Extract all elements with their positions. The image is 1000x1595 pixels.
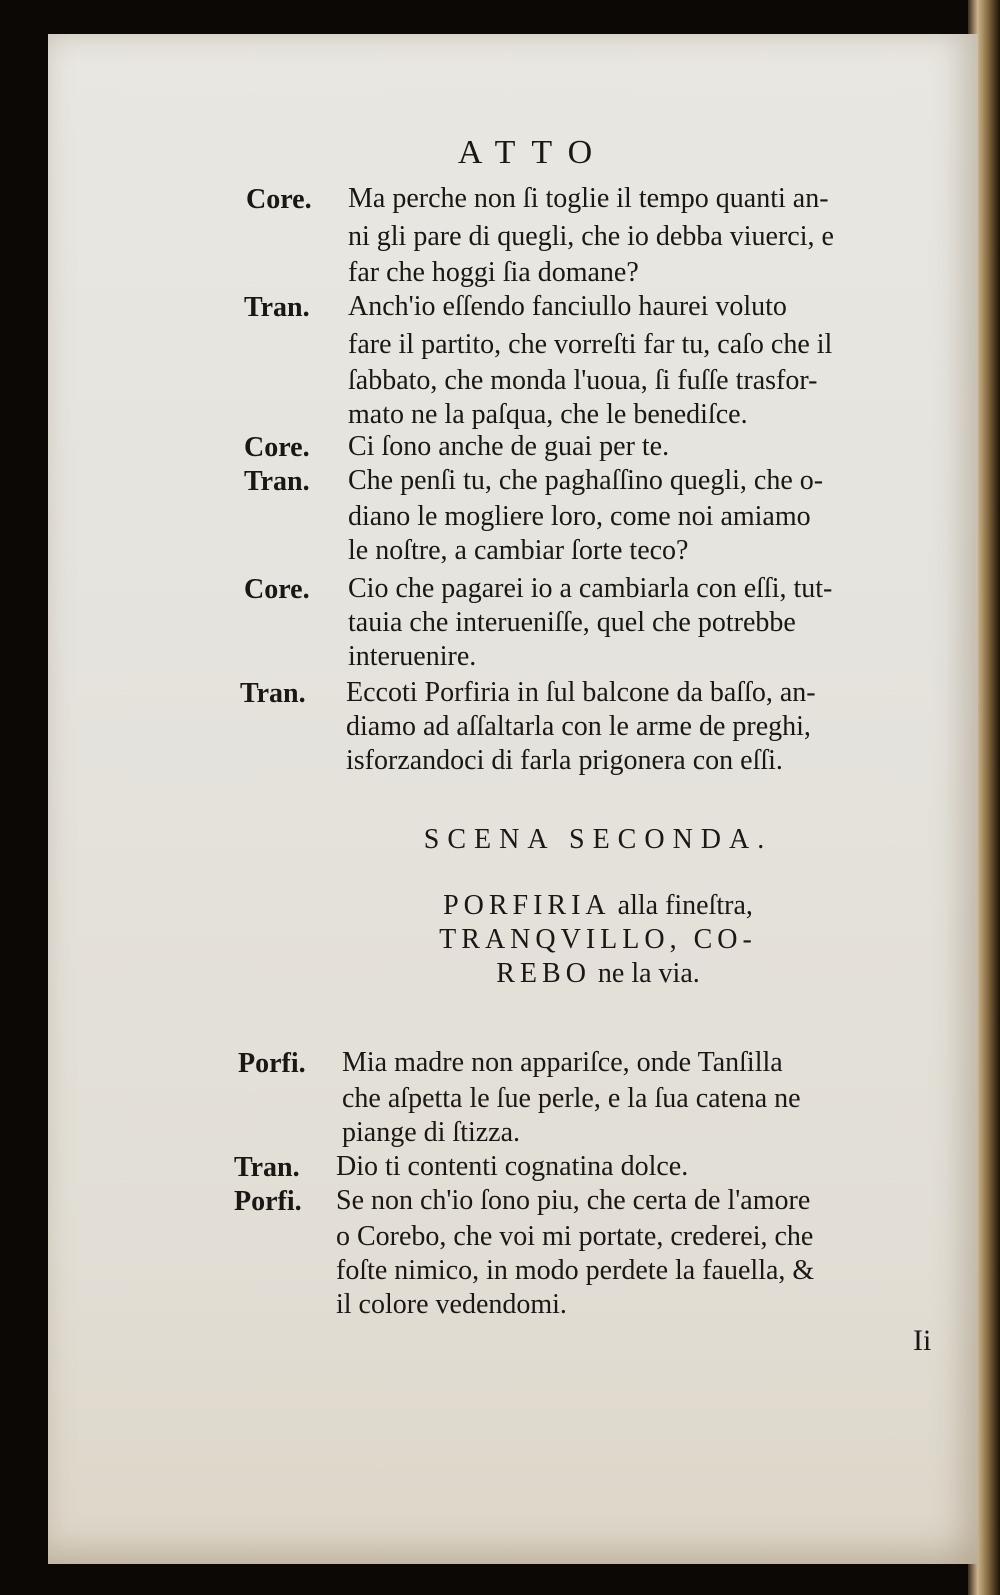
character-line (48, 958, 978, 990)
text-line: Che penſi tu, che paghaſſino quegli, che o- (348, 465, 824, 496)
text-line: foſte nimico, in modo perdete la fauella, & (336, 1255, 815, 1286)
text-line: ni gli pare di quegli, che io debba viuerci, e (348, 221, 834, 252)
speaker-label: Porfi. (234, 1186, 302, 1217)
text-line: Anch'io eſſendo fanciullo haurei voluto (348, 291, 787, 322)
text-line: piange di ſtizza. (342, 1117, 521, 1148)
text-line: Ci ſono anche de guai per te. (348, 431, 670, 462)
character-name: REBO (496, 958, 591, 989)
speaker-label: Core. (244, 574, 310, 605)
book-page (48, 34, 978, 1564)
character-name: PORFIRIA (443, 890, 611, 921)
running-header: ATTO (457, 134, 609, 171)
text-line: fare il partito, che vorreſti far tu, caſo che il (348, 329, 833, 360)
speaker-label: Tran. (234, 1152, 300, 1183)
text-line: Eccoti Porfiria in ſul balcone da baſſo, an- (346, 677, 816, 708)
speaker-label: Core. (244, 432, 310, 463)
speaker-label: Tran. (244, 292, 310, 323)
text-line: mato ne la paſqua, che le benediſce. (348, 399, 748, 430)
text-line: isforzandoci di farla prigonera con eſſi. (346, 745, 783, 776)
character-note: alla fineſtra, (617, 890, 753, 921)
text-line: Se non ch'io ſono piu, che certa de l'amore (336, 1185, 811, 1216)
character-name: TRANQVILLO, CO- (439, 924, 757, 955)
text-line: le noſtre, a cambiar ſorte teco? (348, 535, 689, 566)
speaker-label: Tran. (244, 466, 310, 497)
speaker-label: Core. (246, 184, 312, 215)
character-note: ne la via. (597, 958, 700, 989)
text-line: che aſpetta le ſue perle, e la ſua catena ne (342, 1083, 801, 1114)
speaker-label: Tran. (240, 678, 306, 709)
text-line: interuenire. (348, 641, 477, 672)
text-line: Cio che pagarei io a cambiarla con eſſi, tut- (348, 573, 833, 604)
speaker-label: Porfi. (238, 1048, 306, 1079)
text-line: diano le mogliere loro, come noi amiamo (348, 501, 811, 532)
text-line: tauia che interueniſſe, quel che potrebbe (348, 607, 796, 638)
text-line: far che hoggi ſia domane? (348, 257, 639, 288)
text-line: Dio ti contenti cognatina dolce. (336, 1151, 689, 1182)
character-line (48, 924, 978, 956)
text-line: il colore vedendomi. (336, 1289, 567, 1320)
text-line: o Corebo, che voi mi portate, crederei, che (336, 1221, 814, 1252)
text-line: diamo ad aſſaltarla con le arme de preghi, (346, 711, 811, 742)
text-line: ſabbato, che monda l'uoua, ſi fuſſe trasfor- (348, 365, 818, 396)
character-line (48, 890, 978, 922)
text-line: Ma perche non ſi toglie il tempo quanti an- (348, 183, 829, 214)
scene-title: SCENA SECONDA. (423, 824, 773, 855)
text-line: Mia madre non appariſce, onde Tanſilla (342, 1047, 783, 1078)
signature-mark: Ii (913, 1324, 932, 1357)
